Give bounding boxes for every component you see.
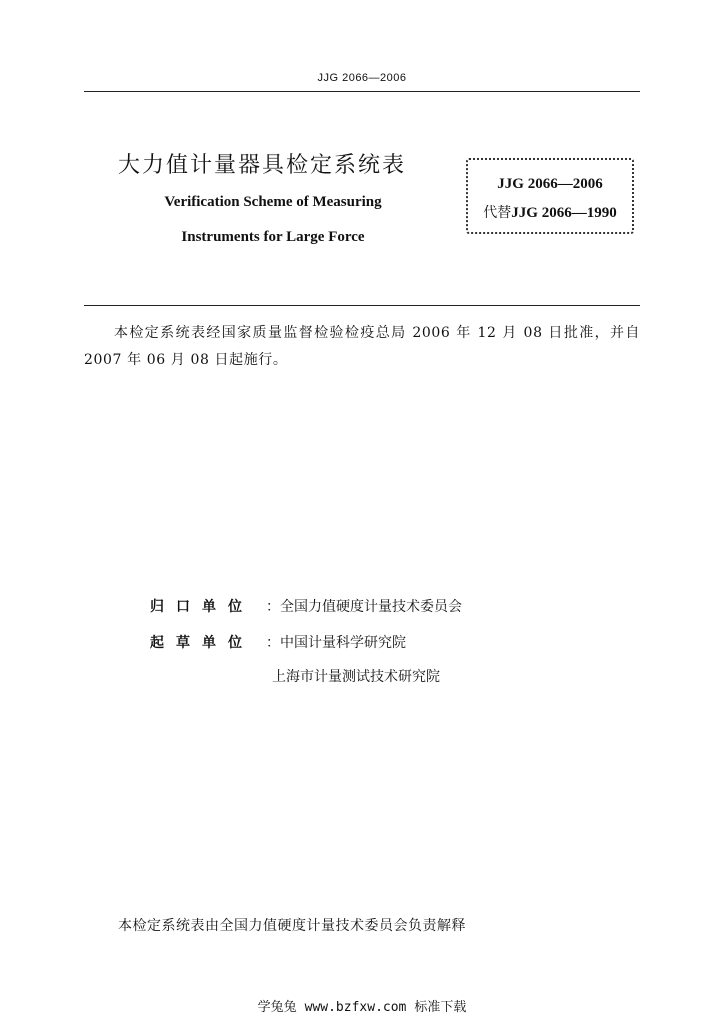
title-english-line2: Instruments for Large Force	[181, 229, 365, 245]
approval-paragraph: 本检定系统表经国家质量监督检验检疫总局 2006 年 12 月 08 日批准，并自 2007 年 06 月 08 日起施行。	[84, 325, 640, 368]
drafting-unit-value-2: 上海市计量测试技术研究院	[272, 669, 440, 685]
responsible-unit-label: 归口单位	[150, 599, 254, 615]
header-standard-code: JJG 2066—2006	[317, 72, 407, 84]
top-rule	[84, 91, 640, 92]
replaces-number: JJG 2066—1990	[511, 205, 617, 221]
title-chinese: 大力值计量器具检定系统表	[118, 153, 407, 178]
replaces-prefix: 代替	[483, 205, 512, 221]
standard-number: JJG 2066—2006	[497, 176, 603, 192]
middle-rule	[84, 305, 640, 306]
watermark-tagline: 标准下载	[414, 1000, 467, 1015]
responsible-unit-row	[150, 596, 462, 616]
responsible-unit-value: ：全国力值硬度计量技术委员会	[266, 599, 462, 615]
drafting-unit-label: 起草单位	[150, 635, 254, 651]
watermark-site-name: 学兔兔	[257, 1000, 297, 1015]
interpretation-note: 本检定系统表由全国力值硬度计量技术委员会负责解释	[118, 918, 466, 934]
drafting-unit-row	[150, 632, 406, 652]
title-english-line1: Verification Scheme of Measuring	[164, 194, 382, 210]
watermark-url: www.bzfxw.com	[304, 1000, 407, 1015]
watermark	[0, 996, 724, 1015]
replaces-line	[468, 202, 632, 222]
standard-code-box	[466, 158, 634, 234]
drafting-unit-value: ：中国计量科学研究院	[266, 635, 406, 651]
